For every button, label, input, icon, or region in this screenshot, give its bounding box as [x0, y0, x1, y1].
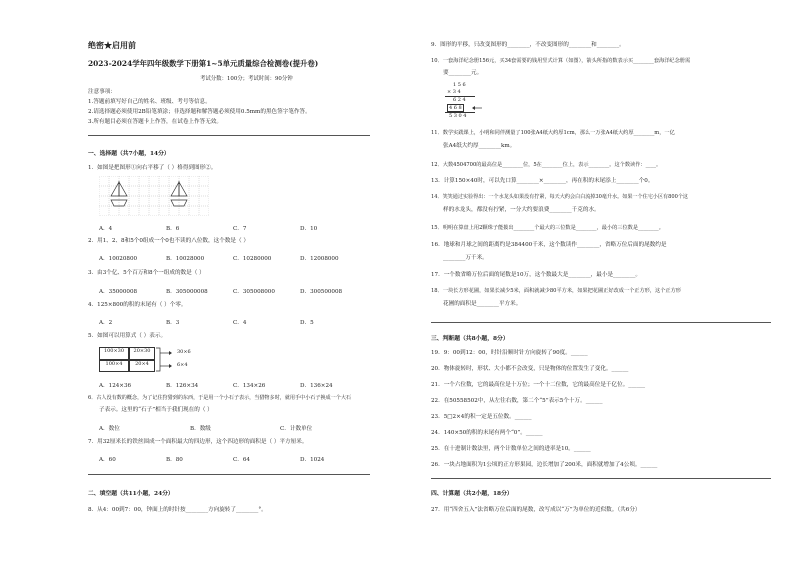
calc-line-highlight: 4 6 8	[449, 105, 462, 111]
question-22: 22．在50558502中，从左往右数，第二个“5”表示5个十万。______	[431, 398, 603, 404]
option: D．10	[300, 226, 318, 232]
diagram-result: 6×4	[177, 362, 188, 368]
question-3: 3．由3个亿、5个百万和8个一组成的数是（ ）	[88, 270, 205, 276]
diagram-result: 30×6	[177, 349, 191, 355]
question-13: 13．计算150×40时，可以先口算________×________，再在积的末尾添上________个0。	[431, 178, 654, 184]
option: B．305000008	[166, 289, 208, 295]
question-12: 12．大数4504700的最高位是________位，5在________位上，表示________。这个数读作：____。	[431, 162, 662, 168]
option: C．64	[233, 457, 250, 463]
option: C．计数单位	[280, 426, 313, 432]
option: A．2	[99, 320, 113, 326]
option: A．60	[99, 457, 116, 463]
option: D．5	[300, 320, 314, 326]
question-21: 21．一个六位数，它的最高位是十万位；一个十二位数，它的最高位是千亿位。______	[431, 382, 646, 388]
option: B．80	[166, 457, 183, 463]
option: D．12008000	[300, 256, 339, 262]
calc-line: 5 3 0 4	[449, 113, 467, 119]
question-11: 11．数学实践课上，小明和同伴测量了100张A4纸大约厚1cm，那么一万张A4纸大约厚________m，一亿	[431, 130, 675, 136]
option: D．1024	[300, 457, 325, 463]
diagram-cell: 20×30	[129, 347, 155, 360]
vertical-calculation	[443, 82, 483, 126]
question-5: 5．如图可以用算式（ ）表示。	[88, 333, 167, 339]
divider	[431, 322, 771, 323]
question-18-cont: 花圃的面积是________平方米。	[443, 301, 522, 307]
note-item: 1.答题前填写好自己的姓名、班级、考号等信息。	[88, 99, 211, 105]
calc-line: × 3 4	[447, 89, 461, 95]
bracket-arrow-icon	[155, 347, 175, 373]
notes-title: 注意事项：	[88, 89, 116, 95]
question-6-cont: 子表示。这里的“石子”相当于我们现在的（ ）	[99, 407, 213, 413]
option: C．4	[233, 320, 247, 326]
divider	[88, 135, 370, 136]
note-item: 3.所有题目必须在答题卡上作答，在试卷上作答无效。	[88, 119, 222, 125]
question-8: 8．从4：00到7：00，钟面上的时针按________方向旋转了________°。	[88, 507, 267, 513]
diagram-cell: 100×30	[99, 347, 129, 360]
question-16-cont: ________万千米。	[443, 255, 488, 261]
question-11-cont: 张A4纸大约厚________km。	[443, 143, 516, 149]
option: D．300500008	[300, 289, 343, 295]
question-16: 16．地球和月球之间的距离约是384400千米，这个数读作________，省略万位后面的尾数约是	[431, 242, 667, 248]
diagram-cell: 20×4	[129, 360, 155, 372]
question-7: 7．用32厘米长的铁丝围成一个面积最大的四边形，这个四边形的面积是（ ）平方厘米。	[88, 439, 308, 445]
option: A．数位	[99, 426, 120, 432]
question-20: 20．物体旋转时，形状、大小都不会改变，只是物体的位置发生了变化。______	[431, 366, 629, 372]
option: A．4	[99, 226, 113, 232]
question-24: 24．140×50的积的末尾有两个“0”。______	[431, 430, 543, 436]
question-26: 26．一块占地面积为1公顷的正方形果园，边长增加了200米，面积就增加了4公顷。______	[431, 462, 658, 468]
section-heading-2: 二、填空题（共11小题，24分）	[88, 491, 174, 497]
question-10-cont: 要________元。	[443, 70, 483, 76]
option: D．136×24	[300, 383, 333, 389]
option: C．305008000	[233, 289, 275, 295]
option: C．7	[233, 226, 247, 232]
note-item: 2.请选择题必须使用2B铅笔填涂；非选择题和解答题必须使用0.5mm的黑色签字笔作答。	[88, 109, 311, 115]
question-19: 19．9：00到12：00，时针沿顺时针方向旋转了90度。______	[431, 350, 588, 356]
diagram-cell: 100×4	[99, 360, 129, 372]
option: B．6	[166, 226, 180, 232]
arrow-left-icon	[471, 104, 483, 112]
question-1: 1．如图是把图形①向右平移了（ ）格得到图形②。	[88, 165, 217, 171]
question-25: 25．在十进制计数法里，两个计数单位之间的进率是10。______	[431, 446, 591, 452]
question-27: 27．用“四舍五入”法省略万位后面的尾数，改写成以“万”为单位的近似数。（共6分）	[431, 507, 641, 513]
section-heading-4: 四、计算题（共2小题，18分）	[431, 491, 513, 497]
option: C．134×26	[233, 383, 266, 389]
grid-figure	[99, 176, 209, 216]
option: A．35000008	[99, 289, 138, 295]
question-2: 2．用1、2、8和5个0组成一个0也不读的八位数，这个数是（ ）	[88, 238, 249, 244]
question-23: 23．5□2×4的积一定是五位数。______	[431, 414, 532, 420]
question-18: 18．一块长方形花圃，如果长减少5米，面积就减少80平方米，如果把花圃正好改成一个正方形，这个正方形	[431, 288, 681, 294]
section-heading-1: 一、选择题（共7小题，14分）	[88, 151, 170, 157]
section-heading-3: 三、判断题（共8小题，8分）	[431, 336, 509, 342]
option: B．10028000	[166, 256, 205, 262]
option: B．126×34	[166, 383, 199, 389]
question-4: 4．125×800的积的末尾有（ ）个零。	[88, 302, 187, 308]
calc-line: 1 5 6	[453, 82, 466, 88]
exam-info: 考试分数：100分；考试时间：90分钟	[200, 76, 293, 82]
question-10: 10．一套海洋纪念册156元，买34套需要的钱用竖式计算（如图），箭头所指的数表示买________套海洋纪念册需	[431, 58, 691, 64]
calc-line: 6 2 4	[453, 97, 466, 103]
option: B．3	[166, 320, 180, 326]
page-title: 2023-2024学年四年级数学下册第1~5单元质量综合检测卷(提升卷)	[88, 59, 319, 68]
question-15: 15．明明在算盘上用2颗珠子能拨出________个最大的三位数是________，最小的三位数是________。	[431, 225, 664, 231]
divider	[88, 474, 370, 475]
option: C．10280000	[233, 256, 272, 262]
option: A．124×36	[99, 383, 132, 389]
multiplication-diagram	[99, 347, 211, 373]
option: B．数级	[190, 426, 211, 432]
divider	[431, 478, 771, 479]
secret-label: 绝密★启用前	[88, 40, 136, 50]
option: A．10020800	[99, 256, 138, 262]
question-14-cont: 样的水龙头，都没有拧紧，一分大约要浪费________千克的水。	[443, 207, 600, 213]
question-17: 17．一个数省略万位后面的尾数是10万，这个数最大是________，最小是________。	[431, 272, 642, 278]
question-14: 14．笑笑通过实验得出：一个水龙头如果没有拧紧，每天大约会白白流掉30毫升水。如果一个住宅小区有800个这	[431, 194, 689, 200]
question-6: 6．古人没有数的概念，为了记住狩猎到的东西，于是用一个小石子表示，当猎物多时，就用手中小石子换成一个大石	[88, 395, 352, 401]
question-9: 9．图形的平移，只改变图形的________，不改变图形的________和________。	[431, 42, 625, 48]
